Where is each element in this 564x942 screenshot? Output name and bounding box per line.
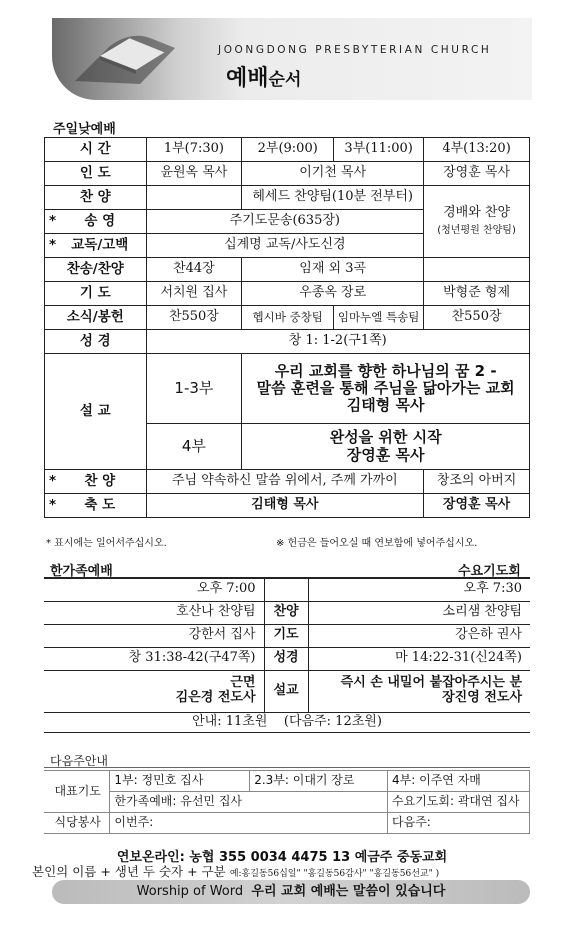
label-creed: * 교독/고백 [45,234,147,258]
praise-4: 경배와 찬양 (청년평원 찬양팀) [424,186,530,258]
mid-row-sermon [44,670,530,712]
sermon-a-text: 우리 교회를 향한 하나님의 꿈 2 - 말씀 훈련을 통해 주님을 닮아가는 교회 김태형 목사 [242,354,530,424]
time-3: 3부(11:00) [334,138,424,162]
time-4: 4부(13:20) [424,138,530,162]
hymn-4 [424,258,530,282]
row-praise [45,186,530,210]
note-standing: * 표시에는 일어서주십시오. [46,538,167,549]
mid-label-praise: 찬양 [264,601,308,624]
prayer-part1: 1부: 정민호 집사 [110,771,250,792]
footer-slogan-ko: 우리 교회 예배는 말씀이 있습니다 [251,884,446,899]
row-time [45,138,530,162]
next-week-table [44,770,530,834]
creed-123: 십계명 교독/사도신경 [146,234,424,258]
next-row-3 [44,813,530,834]
time-2: 2부(9:00) [242,138,334,162]
family-time: 오후 7:00 [44,578,264,601]
row-blessing [45,494,530,518]
label-lead: 인 도 [45,162,147,186]
section-title-wednesday: 수요기도회 [458,564,521,579]
note-offering: ※ 헌금은 들어오실 때 연보함에 넣어주십시오. [276,538,478,549]
label-praise: 찬 양 [45,186,147,210]
label-offering: 소식/봉헌 [45,306,147,330]
bible-hands-icon [70,26,180,86]
row-prayer [45,282,530,306]
section-title-family: 한가족예배 [50,564,113,579]
label-opening: * 송 영 [45,210,147,234]
mid-row-praise [44,601,530,624]
family-scripture: 창 31:38-42(구47쪽) [44,647,264,670]
label-sermon: 설 교 [45,354,147,470]
section-title-next: 다음주안내 [50,754,108,768]
family-prayer: 강한서 집사 [44,624,264,647]
lead-23: 이기천 목사 [242,162,424,186]
hymn-1: 찬44장 [146,258,242,282]
row-lead [45,162,530,186]
opening-123: 주기도문송(635장) [146,210,424,234]
church-name: JOONGDONG PRESBYTERIAN CHURCH [218,44,492,56]
prayer-1: 서치원 집사 [146,282,242,306]
mid-row-prayer [44,624,530,647]
sermon-part-b: 4부 [146,424,242,470]
prayer-23: 우종옥 장로 [242,282,424,306]
mid-label-prayer: 기도 [264,624,308,647]
wed-sermon: 즉시 손 내밀어 붙잡아주시는 분 장진영 전도사 [308,670,530,712]
label-blessing: * 축 도 [45,494,147,518]
footer-banner [52,880,530,904]
section-title-sunday: 주일낮예배 [53,122,116,137]
next-row-1 [44,771,530,792]
prayer-4: 박형준 형제 [424,282,530,306]
lead-1: 윤원옥 목사 [146,162,242,186]
family-praise: 호산나 찬양팀 [44,601,264,624]
label-time: 시 간 [45,138,147,162]
label-kitchen: 식당봉사 [44,813,110,834]
wednesday-prayer: 수요기도회: 곽대연 집사 [388,792,530,813]
account-info: 연보온라인: 농협 355 0034 4475 13 예금주 중동교회 [116,850,448,865]
wed-scripture: 마 14:22-31(신24쪽) [308,647,530,670]
label-scripture: 성 경 [45,330,147,354]
mid-row-time [44,578,530,601]
mid-row-scripture [44,647,530,670]
closing-4: 창조의 아버지 [424,470,530,494]
label-closing: * 찬 양 [45,470,147,494]
divider [44,767,530,768]
row-closing [45,470,530,494]
label-rep-prayer: 대표기도 [44,771,110,813]
offering-2: 헵시바 중창팀 [242,306,334,330]
guide-text: 안내: 11초원 (다음주: 12초원) [44,712,530,732]
blessing-4: 장영훈 목사 [424,494,530,518]
closing-123: 주님 약속하신 말씀 위에서, 주께 가까이 [146,470,424,494]
row-sermon-a [45,354,530,424]
sunday-order-table [44,137,530,518]
wed-prayer: 강은하 권사 [308,624,530,647]
offering-3: 임마누엘 특송팀 [334,306,424,330]
row-hymn [45,258,530,282]
row-offering [45,306,530,330]
time-1: 1부(7:30) [146,138,242,162]
wed-praise: 소리샘 찬양팀 [308,601,530,624]
praise-23: 헤세드 찬양팀(10분 전부터) [242,186,424,210]
sermon-part-a: 1-3부 [146,354,242,424]
prayer-part4: 4부: 이주연 자매 [388,771,530,792]
lead-4: 장영훈 목사 [424,162,530,186]
family-sermon: 근면 김은경 전도사 [44,670,264,712]
deposit-name-rule: 본인의 이름 + 생년 두 숫자 + 구분 예:홍길동56십일" "홍길동56감사" "홍길동56선교" ) [32,864,440,879]
mid-label-time [264,578,308,601]
label-hymn: 찬송/찬양 [45,258,147,282]
mid-label-scripture: 성경 [264,647,308,670]
next-row-2 [44,792,530,813]
mid-row-guide [44,712,530,732]
row-scripture [45,330,530,354]
page-title: 예배순서 [226,66,302,91]
footer-slogan-en: Worship of Word [136,884,244,899]
mid-label-sermon: 설교 [264,670,308,712]
prayer-part23: 2.3부: 이대기 장로 [250,771,388,792]
kitchen-next-week: 다음주: [388,813,530,834]
offering-1: 찬550장 [146,306,242,330]
hymn-23: 임재 외 3곡 [242,258,424,282]
label-prayer: 기 도 [45,282,147,306]
family-service-prayer: 한가족예배: 유선민 집사 [110,792,388,813]
blessing-123: 김태형 목사 [146,494,424,518]
kitchen-this-week: 이번주: [110,813,388,834]
wed-time: 오후 7:30 [308,578,530,601]
sermon-b-text: 완성을 위한 시작 장영훈 목사 [242,424,530,470]
midweek-table [44,577,530,733]
praise-1 [146,186,242,210]
offering-4: 찬550장 [424,306,530,330]
scripture-value: 창 1: 1-2(구1쪽) [146,330,529,354]
